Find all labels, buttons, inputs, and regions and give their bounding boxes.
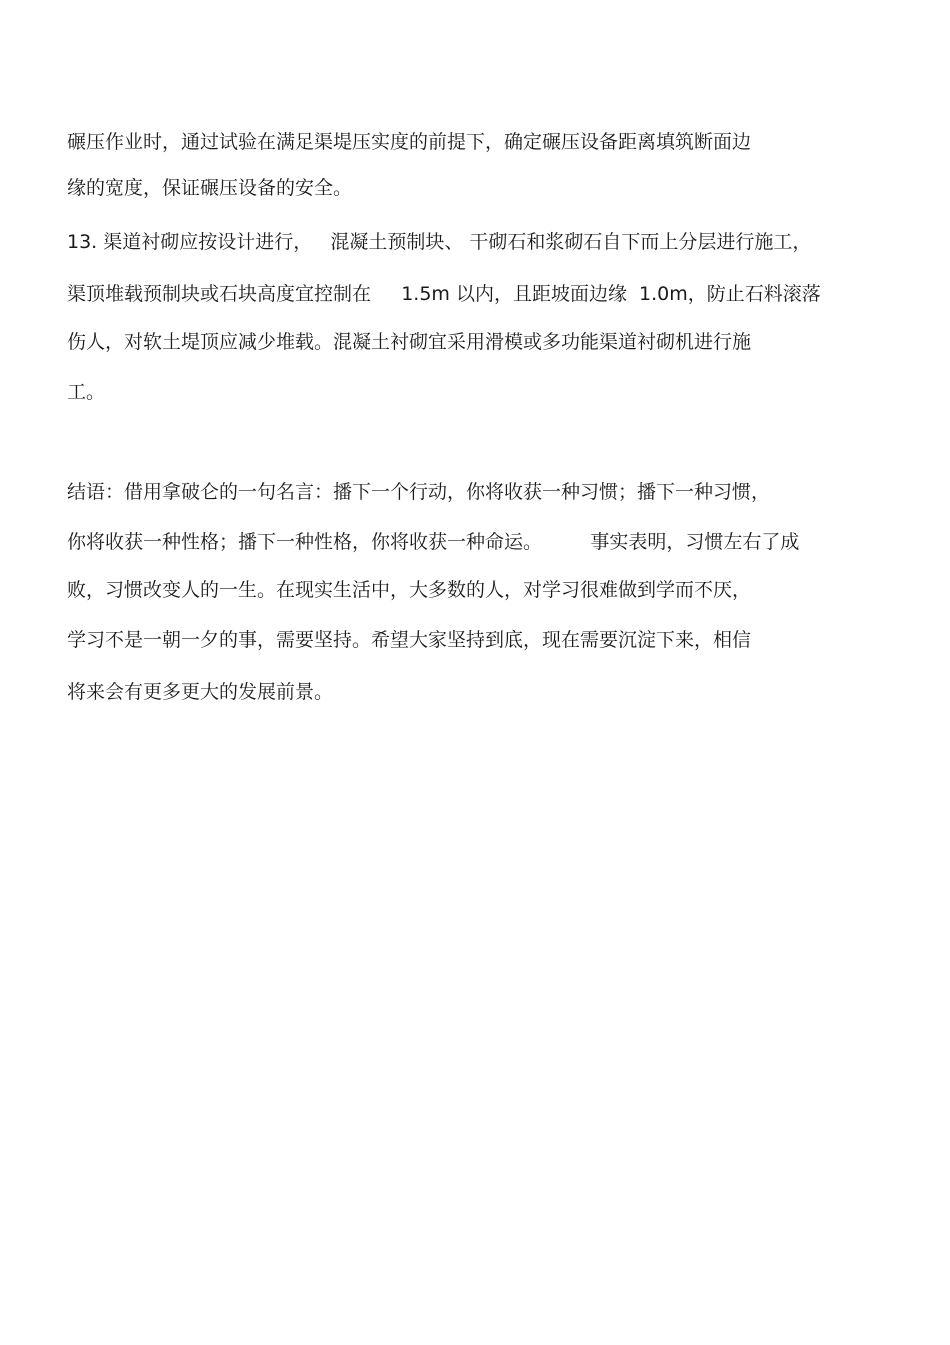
paragraph-line: 13. 渠道衬砌应按设计进行， 混凝土预制块、 干砌石和浆砌石自下而上分层进行施工， bbox=[67, 231, 812, 253]
paragraph-line: 渠顶堆载预制块或石块高度宜控制在 1.5m 以内，且距坡面边缘 1.0m，防止石料滚落 bbox=[67, 283, 821, 305]
conclusion-line: 结语：借用拿破仑的一句名言：播下一个行动，你将收获一种习惯；播下一种习惯， bbox=[67, 481, 771, 503]
paragraph-line: 缘的宽度，保证碾压设备的安全。 bbox=[67, 177, 353, 199]
paragraph-line: 碾压作业时，通过试验在满足渠堤压实度的前提下，确定碾压设备距离填筑断面边 bbox=[67, 131, 752, 153]
conclusion-line: 你将收获一种性格；播下一种性格，你将收获一种命运。 事实表明，习惯左右了成 bbox=[67, 531, 800, 553]
paragraph-line: 工。 bbox=[67, 381, 106, 403]
conclusion-line: 将来会有更多更大的发展前景。 bbox=[67, 681, 334, 703]
conclusion-line: 学习不是一朝一夕的事，需要坚持。希望大家坚持到底，现在需要沉淀下来，相信 bbox=[67, 629, 752, 651]
conclusion-line: 败，习惯改变人的一生。在现实生活中，大多数的人，对学习很难做到学而不厌， bbox=[67, 579, 752, 601]
paragraph-line: 伤人，对软土堤顶应减少堆载。混凝土衬砌宜采用滑模或多功能渠道衬砌机进行施 bbox=[67, 331, 752, 353]
